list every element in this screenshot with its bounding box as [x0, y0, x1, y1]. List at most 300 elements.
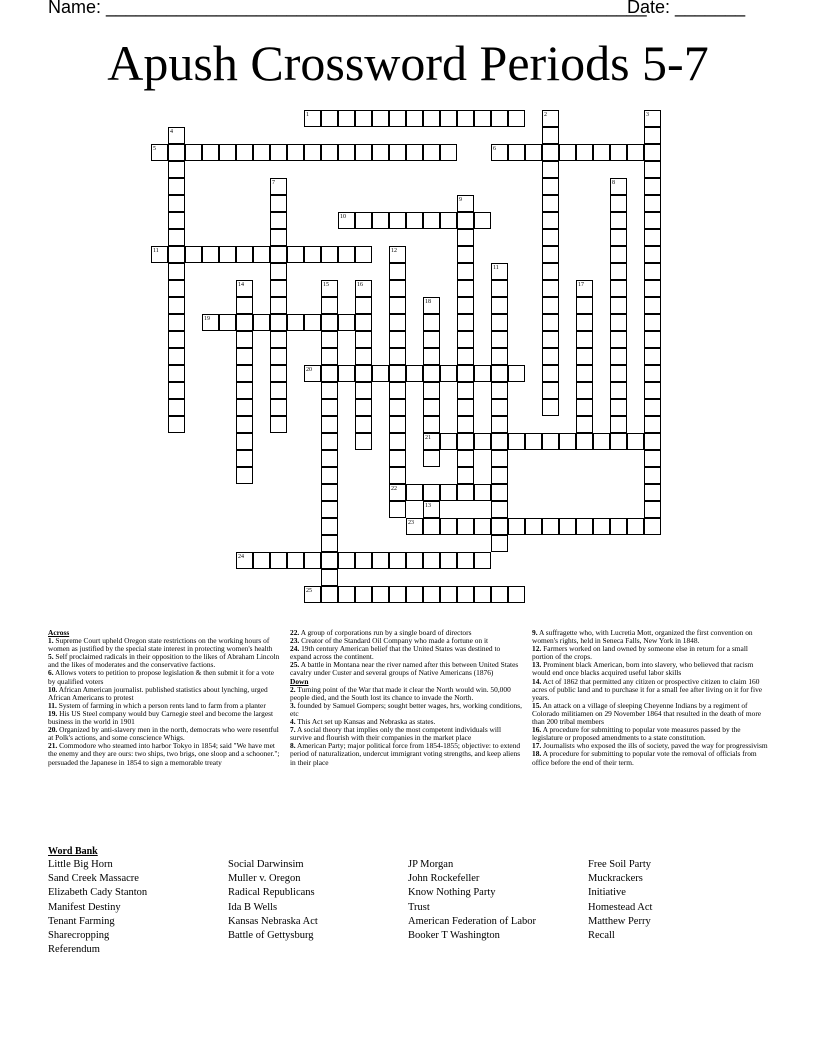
grid-cell[interactable]	[355, 144, 372, 161]
grid-cell[interactable]	[542, 127, 559, 144]
grid-cell[interactable]	[627, 433, 644, 450]
grid-cell[interactable]	[491, 331, 508, 348]
grid-cell[interactable]	[644, 246, 661, 263]
grid-cell[interactable]	[525, 144, 542, 161]
grid-cell[interactable]	[270, 331, 287, 348]
grid-cell[interactable]	[372, 144, 389, 161]
grid-cell[interactable]	[423, 416, 440, 433]
grid-cell[interactable]	[457, 212, 474, 229]
grid-cell[interactable]	[457, 484, 474, 501]
grid-cell[interactable]	[321, 144, 338, 161]
grid-cell[interactable]	[440, 552, 457, 569]
grid-cell[interactable]	[474, 110, 491, 127]
grid-cell[interactable]	[355, 586, 372, 603]
grid-cell[interactable]	[321, 569, 338, 586]
grid-cell[interactable]	[389, 433, 406, 450]
grid-cell[interactable]	[355, 399, 372, 416]
grid-cell[interactable]	[406, 552, 423, 569]
grid-cell[interactable]	[542, 382, 559, 399]
grid-cell[interactable]	[270, 297, 287, 314]
grid-cell[interactable]	[491, 365, 508, 382]
grid-cell[interactable]	[355, 110, 372, 127]
grid-cell[interactable]	[610, 518, 627, 535]
grid-cell[interactable]	[321, 535, 338, 552]
grid-cell[interactable]	[168, 229, 185, 246]
grid-cell[interactable]	[457, 263, 474, 280]
grid-cell[interactable]	[644, 195, 661, 212]
grid-cell[interactable]	[389, 382, 406, 399]
grid-cell[interactable]	[644, 382, 661, 399]
grid-cell[interactable]	[644, 331, 661, 348]
grid-cell[interactable]	[321, 586, 338, 603]
grid-cell[interactable]	[576, 365, 593, 382]
grid-cell[interactable]	[389, 450, 406, 467]
grid-cell[interactable]	[287, 246, 304, 263]
grid-cell[interactable]	[389, 280, 406, 297]
grid-cell[interactable]	[270, 144, 287, 161]
grid-cell[interactable]	[321, 365, 338, 382]
grid-cell[interactable]	[355, 348, 372, 365]
grid-cell[interactable]	[576, 433, 593, 450]
grid-cell[interactable]	[457, 246, 474, 263]
grid-cell[interactable]	[236, 416, 253, 433]
grid-cell[interactable]	[270, 195, 287, 212]
grid-cell[interactable]	[372, 212, 389, 229]
grid-cell[interactable]	[423, 212, 440, 229]
grid-cell[interactable]	[644, 348, 661, 365]
grid-cell[interactable]	[270, 263, 287, 280]
grid-cell[interactable]	[474, 518, 491, 535]
grid-cell[interactable]	[423, 110, 440, 127]
grid-cell[interactable]	[423, 518, 440, 535]
grid-cell[interactable]	[644, 229, 661, 246]
grid-cell[interactable]	[338, 314, 355, 331]
grid-cell[interactable]	[321, 382, 338, 399]
grid-cell[interactable]	[491, 518, 508, 535]
grid-cell[interactable]	[644, 314, 661, 331]
grid-cell[interactable]	[440, 144, 457, 161]
grid-cell[interactable]	[253, 246, 270, 263]
grid-cell[interactable]	[168, 280, 185, 297]
grid-cell[interactable]	[236, 297, 253, 314]
grid-cell[interactable]	[168, 263, 185, 280]
grid-cell[interactable]	[474, 212, 491, 229]
name-field[interactable]: Name: ______________________________________________________	[48, 0, 647, 17]
grid-cell[interactable]	[542, 161, 559, 178]
grid-cell[interactable]	[423, 331, 440, 348]
grid-cell[interactable]	[440, 433, 457, 450]
grid-cell[interactable]	[338, 110, 355, 127]
grid-cell[interactable]	[338, 586, 355, 603]
grid-cell[interactable]	[219, 314, 236, 331]
grid-cell[interactable]	[457, 518, 474, 535]
grid-cell[interactable]	[491, 586, 508, 603]
grid-cell[interactable]	[321, 518, 338, 535]
grid-cell[interactable]	[406, 212, 423, 229]
grid-cell[interactable]	[270, 552, 287, 569]
grid-cell[interactable]	[491, 433, 508, 450]
grid-cell[interactable]	[236, 144, 253, 161]
grid-cell[interactable]	[168, 246, 185, 263]
grid-cell[interactable]	[236, 433, 253, 450]
grid-cell[interactable]	[423, 399, 440, 416]
grid-cell[interactable]	[253, 144, 270, 161]
grid-cell[interactable]	[389, 263, 406, 280]
grid-cell[interactable]	[491, 416, 508, 433]
grid-cell[interactable]	[389, 348, 406, 365]
grid-cell[interactable]	[610, 144, 627, 161]
grid-cell[interactable]	[610, 229, 627, 246]
grid-cell[interactable]	[168, 382, 185, 399]
grid-cell[interactable]	[508, 110, 525, 127]
grid-cell[interactable]	[491, 501, 508, 518]
grid-cell[interactable]	[372, 552, 389, 569]
grid-cell[interactable]	[457, 331, 474, 348]
grid-cell[interactable]	[474, 586, 491, 603]
grid-cell[interactable]	[236, 467, 253, 484]
grid-cell[interactable]	[576, 144, 593, 161]
grid-cell[interactable]	[440, 484, 457, 501]
grid-cell[interactable]	[491, 467, 508, 484]
grid-cell[interactable]	[236, 382, 253, 399]
grid-cell[interactable]	[236, 365, 253, 382]
grid-cell[interactable]	[338, 246, 355, 263]
grid-cell[interactable]	[644, 280, 661, 297]
grid-cell[interactable]	[423, 552, 440, 569]
grid-cell[interactable]	[406, 365, 423, 382]
grid-cell[interactable]	[457, 552, 474, 569]
grid-cell[interactable]	[236, 348, 253, 365]
grid-cell[interactable]	[321, 450, 338, 467]
grid-cell[interactable]	[270, 365, 287, 382]
grid-cell[interactable]	[168, 178, 185, 195]
grid-cell[interactable]	[389, 586, 406, 603]
grid-cell[interactable]	[610, 416, 627, 433]
grid-cell[interactable]	[491, 348, 508, 365]
grid-cell[interactable]	[304, 314, 321, 331]
grid-cell[interactable]	[644, 433, 661, 450]
grid-cell[interactable]	[457, 365, 474, 382]
grid-cell[interactable]	[440, 212, 457, 229]
grid-cell[interactable]	[389, 110, 406, 127]
grid-cell[interactable]	[423, 586, 440, 603]
grid-cell[interactable]	[542, 246, 559, 263]
grid-cell[interactable]	[236, 399, 253, 416]
grid-cell[interactable]	[542, 263, 559, 280]
grid-cell[interactable]	[440, 586, 457, 603]
grid-cell[interactable]	[508, 144, 525, 161]
grid-cell[interactable]	[457, 110, 474, 127]
grid-cell[interactable]	[287, 314, 304, 331]
grid-cell[interactable]	[610, 195, 627, 212]
grid-cell[interactable]	[610, 246, 627, 263]
grid-cell[interactable]	[321, 246, 338, 263]
grid-cell[interactable]	[644, 144, 661, 161]
grid-cell[interactable]	[644, 467, 661, 484]
grid-cell[interactable]	[168, 365, 185, 382]
grid-cell[interactable]	[576, 382, 593, 399]
grid-cell[interactable]	[644, 127, 661, 144]
grid-cell[interactable]	[457, 348, 474, 365]
grid-cell[interactable]	[644, 365, 661, 382]
grid-cell[interactable]	[355, 365, 372, 382]
grid-cell[interactable]	[423, 365, 440, 382]
grid-cell[interactable]	[542, 212, 559, 229]
grid-cell[interactable]	[457, 314, 474, 331]
grid-cell[interactable]	[168, 161, 185, 178]
grid-cell[interactable]	[355, 552, 372, 569]
grid-cell[interactable]	[389, 314, 406, 331]
grid-cell[interactable]	[644, 161, 661, 178]
grid-cell[interactable]	[270, 416, 287, 433]
grid-cell[interactable]	[576, 331, 593, 348]
grid-cell[interactable]	[355, 246, 372, 263]
grid-cell[interactable]	[406, 484, 423, 501]
grid-cell[interactable]	[270, 348, 287, 365]
grid-cell[interactable]	[168, 144, 185, 161]
grid-cell[interactable]	[270, 212, 287, 229]
grid-cell[interactable]	[542, 365, 559, 382]
grid-cell[interactable]	[491, 280, 508, 297]
grid-cell[interactable]	[321, 552, 338, 569]
grid-cell[interactable]	[542, 195, 559, 212]
grid-cell[interactable]	[542, 314, 559, 331]
grid-cell[interactable]	[355, 331, 372, 348]
grid-cell[interactable]	[236, 450, 253, 467]
grid-cell[interactable]	[270, 382, 287, 399]
grid-cell[interactable]	[185, 246, 202, 263]
grid-cell[interactable]	[457, 467, 474, 484]
grid-cell[interactable]	[610, 382, 627, 399]
grid-cell[interactable]	[236, 331, 253, 348]
grid-cell[interactable]	[644, 212, 661, 229]
grid-cell[interactable]	[542, 518, 559, 535]
grid-cell[interactable]	[253, 314, 270, 331]
grid-cell[interactable]	[542, 348, 559, 365]
grid-cell[interactable]	[321, 433, 338, 450]
grid-cell[interactable]	[423, 348, 440, 365]
grid-cell[interactable]	[202, 246, 219, 263]
grid-cell[interactable]	[372, 110, 389, 127]
grid-cell[interactable]	[542, 280, 559, 297]
grid-cell[interactable]	[644, 416, 661, 433]
grid-cell[interactable]	[253, 552, 270, 569]
grid-cell[interactable]	[270, 280, 287, 297]
grid-cell[interactable]	[168, 399, 185, 416]
grid-cell[interactable]	[440, 365, 457, 382]
grid-cell[interactable]	[627, 518, 644, 535]
grid-cell[interactable]	[321, 501, 338, 518]
grid-cell[interactable]	[610, 212, 627, 229]
grid-cell[interactable]	[168, 195, 185, 212]
grid-cell[interactable]	[610, 314, 627, 331]
grid-cell[interactable]	[610, 297, 627, 314]
grid-cell[interactable]	[338, 365, 355, 382]
grid-cell[interactable]	[576, 399, 593, 416]
grid-cell[interactable]	[168, 348, 185, 365]
grid-cell[interactable]	[423, 144, 440, 161]
grid-cell[interactable]	[576, 297, 593, 314]
grid-cell[interactable]	[389, 467, 406, 484]
grid-cell[interactable]	[457, 450, 474, 467]
grid-cell[interactable]	[644, 501, 661, 518]
grid-cell[interactable]	[185, 144, 202, 161]
grid-cell[interactable]	[576, 348, 593, 365]
grid-cell[interactable]	[627, 144, 644, 161]
grid-cell[interactable]	[423, 382, 440, 399]
grid-cell[interactable]	[644, 450, 661, 467]
grid-cell[interactable]	[610, 365, 627, 382]
grid-cell[interactable]	[406, 144, 423, 161]
grid-cell[interactable]	[491, 297, 508, 314]
grid-cell[interactable]	[338, 144, 355, 161]
grid-cell[interactable]	[219, 144, 236, 161]
grid-cell[interactable]	[525, 518, 542, 535]
grid-cell[interactable]	[355, 297, 372, 314]
grid-cell[interactable]	[559, 518, 576, 535]
date-field[interactable]: Date: _______	[627, 0, 746, 17]
grid-cell[interactable]	[491, 450, 508, 467]
grid-cell[interactable]	[525, 433, 542, 450]
grid-cell[interactable]	[457, 382, 474, 399]
grid-cell[interactable]	[542, 433, 559, 450]
grid-cell[interactable]	[389, 297, 406, 314]
grid-cell[interactable]	[270, 246, 287, 263]
grid-cell[interactable]	[287, 552, 304, 569]
grid-cell[interactable]	[542, 297, 559, 314]
grid-cell[interactable]	[644, 484, 661, 501]
grid-cell[interactable]	[644, 178, 661, 195]
grid-cell[interactable]	[440, 110, 457, 127]
grid-cell[interactable]	[542, 331, 559, 348]
grid-cell[interactable]	[270, 229, 287, 246]
grid-cell[interactable]	[508, 365, 525, 382]
grid-cell[interactable]	[491, 399, 508, 416]
grid-cell[interactable]	[321, 314, 338, 331]
grid-cell[interactable]	[644, 297, 661, 314]
grid-cell[interactable]	[389, 212, 406, 229]
grid-cell[interactable]	[304, 144, 321, 161]
grid-cell[interactable]	[389, 331, 406, 348]
grid-cell[interactable]	[508, 433, 525, 450]
grid-cell[interactable]	[372, 586, 389, 603]
grid-cell[interactable]	[457, 399, 474, 416]
grid-cell[interactable]	[610, 399, 627, 416]
grid-cell[interactable]	[542, 229, 559, 246]
grid-cell[interactable]	[576, 518, 593, 535]
grid-cell[interactable]	[321, 348, 338, 365]
grid-cell[interactable]	[168, 314, 185, 331]
grid-cell[interactable]	[321, 484, 338, 501]
grid-cell[interactable]	[355, 314, 372, 331]
grid-cell[interactable]	[389, 144, 406, 161]
grid-cell[interactable]	[372, 365, 389, 382]
grid-cell[interactable]	[389, 416, 406, 433]
grid-cell[interactable]	[576, 416, 593, 433]
grid-cell[interactable]	[321, 110, 338, 127]
grid-cell[interactable]	[406, 586, 423, 603]
grid-cell[interactable]	[457, 433, 474, 450]
grid-cell[interactable]	[457, 586, 474, 603]
grid-cell[interactable]	[457, 280, 474, 297]
grid-cell[interactable]	[542, 178, 559, 195]
grid-cell[interactable]	[457, 297, 474, 314]
grid-cell[interactable]	[593, 518, 610, 535]
grid-cell[interactable]	[576, 314, 593, 331]
grid-cell[interactable]	[236, 314, 253, 331]
grid-cell[interactable]	[610, 348, 627, 365]
grid-cell[interactable]	[202, 144, 219, 161]
grid-cell[interactable]	[287, 144, 304, 161]
grid-cell[interactable]	[406, 110, 423, 127]
grid-cell[interactable]	[168, 212, 185, 229]
grid-cell[interactable]	[644, 518, 661, 535]
grid-cell[interactable]	[610, 331, 627, 348]
grid-cell[interactable]	[168, 297, 185, 314]
grid-cell[interactable]	[491, 314, 508, 331]
grid-cell[interactable]	[457, 229, 474, 246]
grid-cell[interactable]	[423, 450, 440, 467]
grid-cell[interactable]	[610, 280, 627, 297]
grid-cell[interactable]	[270, 399, 287, 416]
grid-cell[interactable]	[474, 365, 491, 382]
grid-cell[interactable]	[440, 518, 457, 535]
grid-cell[interactable]	[508, 586, 525, 603]
grid-cell[interactable]	[508, 518, 525, 535]
grid-cell[interactable]	[236, 246, 253, 263]
grid-cell[interactable]	[423, 484, 440, 501]
grid-cell[interactable]	[321, 331, 338, 348]
grid-cell[interactable]	[542, 144, 559, 161]
grid-cell[interactable]	[610, 263, 627, 280]
grid-cell[interactable]	[338, 552, 355, 569]
grid-cell[interactable]	[542, 399, 559, 416]
grid-cell[interactable]	[355, 212, 372, 229]
grid-cell[interactable]	[491, 110, 508, 127]
grid-cell[interactable]	[389, 365, 406, 382]
grid-cell[interactable]	[355, 433, 372, 450]
grid-cell[interactable]	[355, 416, 372, 433]
grid-cell[interactable]	[355, 382, 372, 399]
grid-cell[interactable]	[457, 416, 474, 433]
grid-cell[interactable]	[321, 399, 338, 416]
grid-cell[interactable]	[304, 552, 321, 569]
grid-cell[interactable]	[593, 433, 610, 450]
grid-cell[interactable]	[644, 399, 661, 416]
grid-cell[interactable]	[321, 467, 338, 484]
grid-cell[interactable]	[559, 433, 576, 450]
grid-cell[interactable]	[474, 552, 491, 569]
grid-cell[interactable]	[644, 263, 661, 280]
grid-cell[interactable]	[270, 314, 287, 331]
grid-cell[interactable]	[321, 297, 338, 314]
grid-cell[interactable]	[491, 382, 508, 399]
grid-cell[interactable]	[559, 144, 576, 161]
grid-cell[interactable]	[168, 416, 185, 433]
grid-cell[interactable]	[491, 535, 508, 552]
grid-cell[interactable]	[593, 144, 610, 161]
grid-cell[interactable]	[389, 501, 406, 518]
grid-cell[interactable]	[168, 331, 185, 348]
grid-cell[interactable]	[423, 314, 440, 331]
grid-cell[interactable]	[491, 484, 508, 501]
grid-cell[interactable]	[474, 484, 491, 501]
grid-cell[interactable]	[474, 433, 491, 450]
grid-cell[interactable]	[304, 246, 321, 263]
grid-cell[interactable]	[389, 552, 406, 569]
grid-cell[interactable]	[321, 416, 338, 433]
grid-cell[interactable]	[610, 433, 627, 450]
